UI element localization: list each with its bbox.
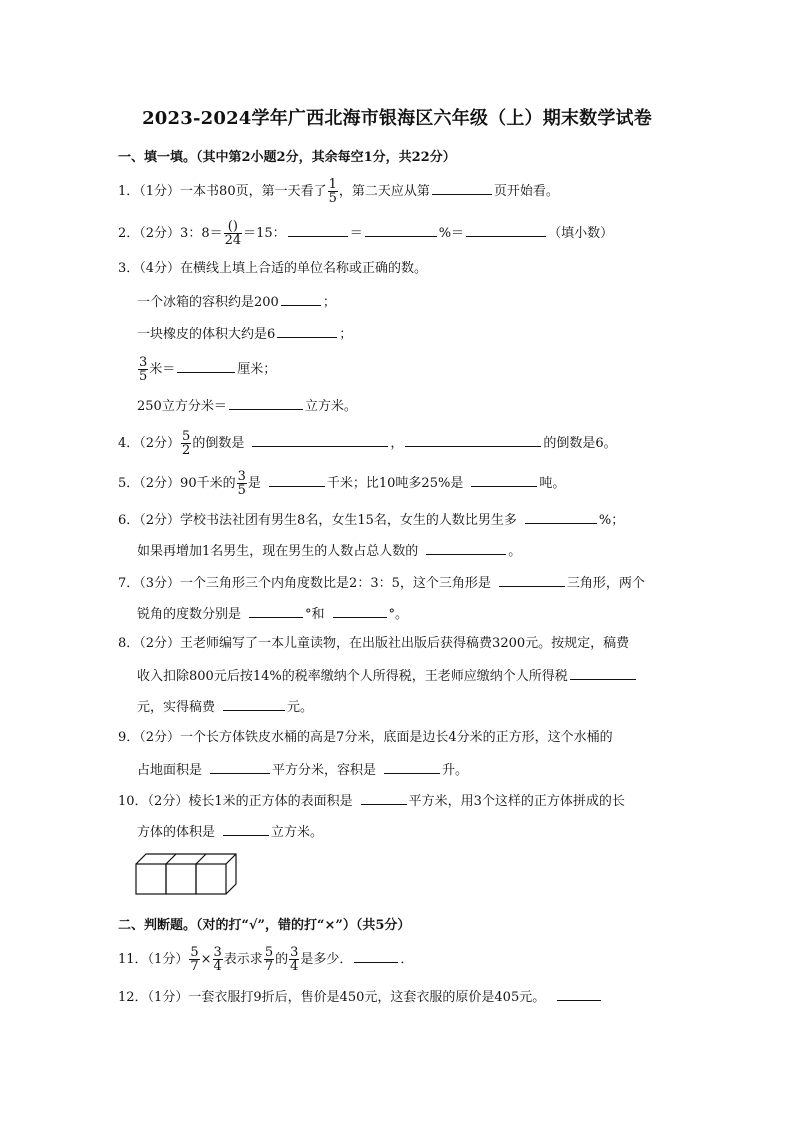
answer-blank[interactable] xyxy=(466,223,546,237)
answer-blank[interactable] xyxy=(281,292,321,306)
q1-text-2: ，第二天应从第 xyxy=(338,184,430,199)
question-6-line-1 xyxy=(118,510,624,530)
question-10-line-1 xyxy=(118,791,625,811)
answer-blank[interactable] xyxy=(252,433,388,447)
q4-text: 4．（2分） xyxy=(118,436,181,451)
cube-front-face xyxy=(166,864,196,894)
cuboid-top-outline xyxy=(136,854,236,894)
question-3-line-4 xyxy=(137,396,357,416)
q11-text-4: 是多少． xyxy=(300,952,353,967)
q5-text-4: 吨。 xyxy=(539,476,566,491)
q6-text: 如果再增加1名男生，现在男生的人数占总人数的 xyxy=(137,544,419,559)
question-3-line-3 xyxy=(137,356,276,383)
q10-text-mid: 平方米，用3个这样的正方体拼成的长 xyxy=(408,794,625,809)
question-5 xyxy=(118,470,565,497)
q2-text-4: %＝ xyxy=(438,226,465,241)
q5-text: 5．（2分）90千米的 xyxy=(118,476,236,491)
answer-blank[interactable] xyxy=(426,541,506,555)
q2-text-2: ＝15： xyxy=(243,226,286,241)
q5-text-3: 千米；比10吨多25%是 xyxy=(326,476,464,491)
question-6-line-2 xyxy=(137,541,521,561)
section-heading-2: 二、判断题。（对的打“√”，错的打“×”）（共5分） xyxy=(118,918,411,933)
answer-blank[interactable] xyxy=(249,604,303,618)
q1-text: 1．（1分）一本书80页，第一天看了 xyxy=(118,184,327,199)
q9-text: 占地面积是 xyxy=(137,763,203,778)
fraction: $\frac{3}{5}$ xyxy=(237,469,246,498)
q6-text-end: 。 xyxy=(508,544,522,559)
q3-text: 250立方分米＝ xyxy=(137,399,227,414)
three-cubes-figure xyxy=(134,852,244,898)
answer-blank[interactable] xyxy=(361,791,407,805)
question-12 xyxy=(118,987,603,1007)
answer-blank[interactable] xyxy=(223,697,285,711)
fraction: $\frac{()}{24}$ xyxy=(224,219,242,248)
question-9-line-2 xyxy=(137,760,468,780)
answer-blank[interactable] xyxy=(229,396,303,410)
q7-text-mid: °和 xyxy=(305,607,325,622)
question-3-stem: 3．（4分）在横线上填上合适的单位名称或正确的数。 xyxy=(118,261,428,276)
fraction: $\frac{3}{4}$ xyxy=(290,945,299,974)
q3-text: 米＝ xyxy=(149,362,176,377)
cuboid-edge xyxy=(166,854,176,864)
q6-text-end: %； xyxy=(598,513,625,528)
q7-text: 7．（3分）一个三角形三个内角度数比是2：3：5，这个三角形是 xyxy=(118,576,491,591)
q2-text-5: （填小数） xyxy=(548,226,614,241)
fraction: $\frac{5}{7}$ xyxy=(190,945,199,974)
q11-text-2: 表示求 xyxy=(223,952,263,967)
question-7-line-2 xyxy=(137,604,408,624)
fraction: $\frac{1}{5}$ xyxy=(328,177,337,206)
q10-text: 方体的体积是 xyxy=(137,825,216,840)
answer-blank[interactable] xyxy=(210,760,270,774)
question-3-line-1 xyxy=(137,292,336,312)
question-4 xyxy=(118,430,617,457)
fraction: $\frac{3}{5}$ xyxy=(139,355,148,384)
q3-text-end: 立方米。 xyxy=(304,399,357,414)
q10-text-end: 立方米。 xyxy=(271,825,324,840)
answer-blank[interactable] xyxy=(223,822,269,836)
q7-text: 锐角的度数分别是 xyxy=(137,607,242,622)
fraction: $\frac{5}{2}$ xyxy=(182,429,191,458)
question-8-line-3 xyxy=(137,697,313,717)
times-sign: × xyxy=(200,952,212,967)
answer-blank[interactable] xyxy=(269,473,325,487)
q2-text: 2．（2分）3：8＝ xyxy=(118,226,223,241)
question-2 xyxy=(118,220,613,247)
q8-text: 元，实得稿费 xyxy=(137,700,216,715)
q3-text: 一块橡皮的体积大约是6 xyxy=(137,327,276,342)
q8-text-end: 元。 xyxy=(287,700,314,715)
q11-text: 11．（1分） xyxy=(118,952,189,967)
q4-text-3: ， xyxy=(390,436,404,451)
answer-blank[interactable] xyxy=(333,604,387,618)
question-8-line-1: 8．（2分）王老师编写了一本儿童读物，在出版社出版后获得稿费3200元。按规定，稿费 xyxy=(118,636,630,651)
q12-text: 12．（1分）一套衣服打9折后，售价是450元，这套衣服的原价是405元。 xyxy=(118,990,546,1005)
answer-blank[interactable] xyxy=(288,223,348,237)
q11-text-end: ． xyxy=(400,952,414,967)
q10-text: 10．（2分）棱长1米的正方体的表面积是 xyxy=(118,794,353,809)
question-3-line-2 xyxy=(137,324,352,344)
answer-blank[interactable] xyxy=(525,510,597,524)
question-8-line-2 xyxy=(137,666,638,686)
q3-text-end: 厘米； xyxy=(237,362,277,377)
answer-blank[interactable] xyxy=(384,760,440,774)
question-1 xyxy=(118,178,559,205)
answer-blank[interactable] xyxy=(354,949,398,963)
question-9-line-1: 9．（2分）一个长方体铁皮水桶的高是7分米，底面是边长4分米的正方形，这个水桶的 xyxy=(118,730,613,745)
q3-text: 一个冰箱的容积约是200 xyxy=(137,295,279,310)
cuboid-edge xyxy=(226,854,236,864)
q9-text-mid: 平方分米，容积是 xyxy=(272,763,377,778)
cube-front-face xyxy=(196,864,226,894)
cube-front-face xyxy=(136,864,166,894)
q3-text-end: ； xyxy=(322,295,336,310)
q1-text-3: 页开始看。 xyxy=(493,184,559,199)
q3-text-end: ； xyxy=(339,327,353,342)
section-heading-1: 一、填一填。（其中第2小题2分，其余每空1分，共22分） xyxy=(118,150,456,165)
q8-text: 收入扣除800元后按14%的税率缴纳个人所得税，王老师应缴纳个人所得税 xyxy=(137,669,568,684)
answer-blank[interactable] xyxy=(365,223,437,237)
q5-text-2: 是 xyxy=(247,476,261,491)
q7-text-end: °。 xyxy=(388,607,409,622)
fraction: $\frac{5}{7}$ xyxy=(264,945,274,974)
q2-text-3: ＝ xyxy=(349,226,363,241)
page-title: 2023-2024学年广西北海市银海区六年级（上）期末数学试卷 xyxy=(142,108,652,129)
q4-text-4: 的倒数是6。 xyxy=(543,436,617,451)
q9-text-end: 升。 xyxy=(442,763,469,778)
cuboid-edge xyxy=(196,854,206,864)
answer-blank[interactable] xyxy=(405,433,541,447)
answer-blank[interactable] xyxy=(177,359,235,373)
q4-text-2: 的倒数是 xyxy=(192,436,245,451)
question-10-line-2 xyxy=(137,822,323,842)
question-7-line-1 xyxy=(118,573,645,593)
answer-blank[interactable] xyxy=(432,181,492,195)
answer-blank[interactable] xyxy=(277,324,337,338)
question-11 xyxy=(118,946,413,973)
answer-blank[interactable] xyxy=(499,573,565,587)
q6-text: 6．（2分）学校书法社团有男生8名，女生15名，女生的人数比男生多 xyxy=(118,513,517,528)
answer-blank[interactable] xyxy=(557,987,601,1001)
q11-text-3: 的 xyxy=(275,952,289,967)
answer-blank[interactable] xyxy=(570,666,636,680)
fraction: $\frac{3}{4}$ xyxy=(213,945,222,974)
answer-blank[interactable] xyxy=(471,473,537,487)
q7-text-end: 三角形，两个 xyxy=(566,576,645,591)
